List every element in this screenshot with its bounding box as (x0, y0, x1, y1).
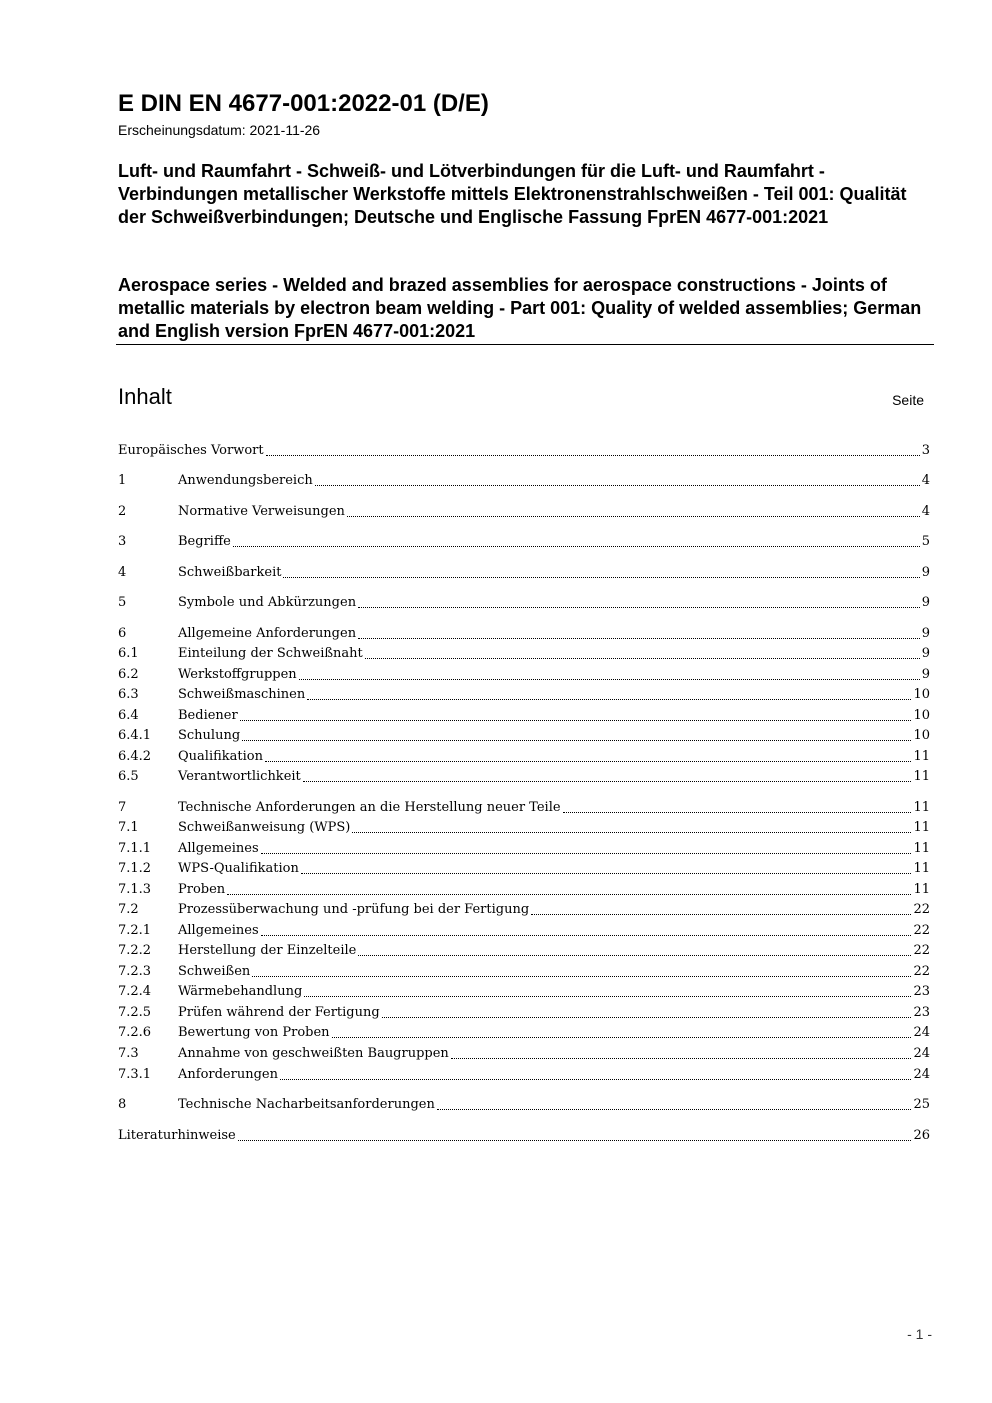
toc-entry-number: 7.3.1 (118, 1067, 152, 1082)
toc-entry-number: 6.1 (118, 646, 139, 661)
toc-entry-number: 6 (118, 626, 127, 641)
toc-entry-label: Begriffe (178, 534, 231, 549)
toc-dot-leader (363, 645, 922, 663)
toc-dot-leader (356, 594, 922, 612)
toc-entry[interactable] (118, 797, 930, 817)
toc-entry[interactable] (118, 531, 930, 551)
toc-entry[interactable] (118, 684, 930, 704)
toc-entry[interactable] (118, 643, 930, 663)
toc-entry-page: 24 (913, 1025, 930, 1040)
toc-entry-label: Prozessüberwachung und -prüfung bei der Fertigung (178, 902, 530, 917)
toc-entry-label: Technische Anforderungen an die Herstellung neuer Teile (178, 800, 561, 815)
toc-entry-label: Symbole und Abkürzungen (178, 595, 357, 610)
toc-dot-leader (231, 533, 922, 551)
toc-entry-label: Anforderungen (178, 1067, 278, 1082)
toc-entry[interactable] (118, 1125, 930, 1145)
toc-dot-leader (313, 472, 922, 490)
toc-dot-leader (561, 799, 914, 817)
toc-entry-page: 10 (913, 687, 930, 702)
publication-date: Erscheinungsdatum: 2021-11-26 (118, 122, 321, 138)
toc-entry-label: Proben (178, 882, 226, 897)
toc-entry-number: 6.4.1 (118, 728, 152, 743)
toc-dot-leader (305, 686, 913, 704)
toc-dot-leader (435, 1096, 914, 1114)
toc-entry-page: 11 (913, 841, 930, 856)
title-english: Aerospace series - Welded and brazed assemblies for aerospace constructions - Joints of metallic materials by electron beam welding - Part 001: Quality of welded assemblies; German and English version FprEN 4677-001:2021 (118, 275, 922, 341)
toc-entry-page: 9 (921, 626, 930, 641)
toc-entry-page: 11 (913, 749, 930, 764)
toc-dot-leader (225, 881, 913, 899)
title-divider (116, 344, 934, 345)
toc-entry-label: Herstellung der Einzelteile (178, 943, 357, 958)
toc-dot-leader (299, 860, 914, 878)
toc-entry-page: 23 (913, 984, 930, 999)
toc-entry-label: Allgemeine Anforderungen (178, 626, 357, 641)
toc-entry-number: 7.2.2 (118, 943, 152, 958)
toc-entry-number: 7.1.2 (118, 861, 152, 876)
toc-entry-number: 7.2.6 (118, 1025, 152, 1040)
toc-entry-page: 3 (921, 443, 930, 458)
toc-entry[interactable] (118, 1043, 930, 1063)
toc-dot-leader (301, 768, 914, 786)
toc-entry[interactable] (118, 440, 930, 460)
title-german: Luft- und Raumfahrt - Schweiß- und Lötverbindungen für die Luft- und Raumfahrt - Verbindungen metallischer Werkstoffe mittels Elektronenstrahlschweißen - Teil 001: Qualität der Schweißverbindungen; Deutsche und Englische Fassung FprEN 4677-001:2021 (118, 161, 907, 227)
toc-entry[interactable] (118, 746, 930, 766)
toc-entry-number: 2 (118, 504, 127, 519)
toc-entry-page: 4 (921, 504, 930, 519)
toc-entry-number: 7.2.3 (118, 964, 152, 979)
toc-dot-leader (250, 963, 913, 981)
toc-entry-label: Verantwortlichkeit (178, 769, 301, 784)
toc-entry-label: Bediener (178, 708, 238, 723)
toc-entry[interactable] (118, 858, 930, 878)
toc-dot-leader (345, 503, 922, 521)
toc-entry-page: 9 (921, 565, 930, 580)
toc-entry-page: 5 (921, 534, 930, 549)
toc-entry-label: Einteilung der Schweißnaht (178, 646, 363, 661)
toc-dot-leader (263, 748, 913, 766)
toc-entry[interactable] (118, 725, 930, 745)
toc-dot-leader (356, 625, 922, 643)
toc-entry[interactable] (118, 1002, 930, 1022)
toc-dot-leader (259, 840, 914, 858)
document-id: E DIN EN 4677-001:2022-01 (D/E) (118, 90, 489, 117)
toc-entry-number: 6.3 (118, 687, 139, 702)
toc-dot-leader (264, 442, 922, 460)
toc-dot-leader (259, 922, 914, 940)
toc-entry-number: 7.2 (118, 902, 139, 917)
toc-entry[interactable] (118, 817, 930, 837)
toc-entry-page: 22 (913, 902, 930, 917)
toc-dot-leader (350, 819, 913, 837)
toc-entry-label: Technische Nacharbeitsanforderungen (178, 1097, 435, 1112)
toc-entry-label: WPS-Qualifikation (178, 861, 299, 876)
toc-entry[interactable] (118, 1022, 930, 1042)
toc-entry-page: 25 (913, 1097, 930, 1112)
toc-entry-label: Allgemeines (178, 841, 259, 856)
toc-entry-number: 7.3 (118, 1046, 139, 1061)
toc-entry-page: 22 (913, 923, 930, 938)
toc-entry-page: 24 (913, 1067, 930, 1082)
toc-entry[interactable] (118, 623, 930, 643)
toc-entry-number: 8 (118, 1097, 127, 1112)
toc-entry-label: Europäisches Vorwort (118, 443, 264, 458)
toc-entry-label: Werkstoffgruppen (178, 667, 297, 682)
toc-entry[interactable] (118, 1094, 930, 1114)
toc-entry-page: 22 (913, 964, 930, 979)
toc-dot-leader (281, 564, 921, 582)
toc-entry-page: 11 (913, 820, 930, 835)
toc-entry-label: Allgemeines (178, 923, 259, 938)
toc-entry[interactable] (118, 920, 930, 940)
toc-entry-page: 23 (913, 1005, 930, 1020)
toc-entry-page: 11 (913, 882, 930, 897)
toc-entry-label: Schweißanweisung (WPS) (178, 820, 351, 835)
toc-dot-leader (449, 1045, 914, 1063)
toc-dot-leader (330, 1024, 914, 1042)
toc-entry-number: 7 (118, 800, 127, 815)
toc-entry-number: 1 (118, 473, 127, 488)
toc-entry-page: 24 (913, 1046, 930, 1061)
toc-entry-label: Bewertung von Proben (178, 1025, 330, 1040)
toc-entry-number: 7.2.1 (118, 923, 152, 938)
toc-dot-leader (238, 707, 914, 725)
toc-dot-leader (278, 1066, 913, 1084)
toc-entry-page: 10 (913, 708, 930, 723)
toc-entry-label: Literaturhinweise (118, 1128, 236, 1143)
toc-entry-number: 7.2.5 (118, 1005, 152, 1020)
toc-entry[interactable] (118, 981, 930, 1001)
toc-entry[interactable] (118, 664, 930, 684)
toc-entry-number: 7.1.3 (118, 882, 152, 897)
toc-entry-label: Qualifikation (178, 749, 263, 764)
toc-entry[interactable] (118, 879, 930, 899)
toc-entry-label: Schweißbarkeit (178, 565, 282, 580)
page-number: - 1 - (907, 1326, 932, 1342)
toc-entry-number: 7.2.4 (118, 984, 152, 999)
toc-entry-number: 4 (118, 565, 127, 580)
toc-entry-page: 26 (913, 1128, 930, 1143)
toc-entry-label: Schweißmaschinen (178, 687, 306, 702)
toc-entry-number: 6.4 (118, 708, 139, 723)
toc-entry[interactable] (118, 838, 930, 858)
toc-entry-page: 9 (921, 667, 930, 682)
toc-entry-number: 7.1.1 (118, 841, 152, 856)
toc-entry-label: Anwendungsbereich (178, 473, 313, 488)
toc-entry-label: Prüfen während der Fertigung (178, 1005, 380, 1020)
toc-entry[interactable] (118, 961, 930, 981)
toc-entry-number: 5 (118, 595, 127, 610)
toc-entry-label: Wärmebehandlung (178, 984, 303, 999)
toc-entry-page: 22 (913, 943, 930, 958)
toc-entry-label: Normative Verweisungen (178, 504, 345, 519)
toc-dot-leader (380, 1004, 914, 1022)
toc-dot-leader (236, 1127, 914, 1145)
toc-dot-leader (240, 727, 913, 745)
toc-entry[interactable] (118, 501, 930, 521)
toc-entry-page: 9 (921, 595, 930, 610)
toc-entry[interactable] (118, 592, 930, 612)
toc-entry-page: 11 (913, 861, 930, 876)
toc-entry[interactable] (118, 1064, 930, 1084)
toc-dot-leader (356, 942, 913, 960)
toc-entry[interactable] (118, 562, 930, 582)
toc-entry[interactable] (118, 940, 930, 960)
toc-entry-number: 6.5 (118, 769, 139, 784)
toc-dot-leader (529, 901, 913, 919)
toc-entry[interactable] (118, 766, 930, 786)
toc-entry[interactable] (118, 705, 930, 725)
toc-entry-number: 6.2 (118, 667, 139, 682)
toc-entry-page: 10 (913, 728, 930, 743)
toc-entry[interactable] (118, 899, 930, 919)
toc-entry-label: Schweißen (178, 964, 251, 979)
toc-entry[interactable] (118, 470, 930, 490)
toc-entry-page: 4 (921, 473, 930, 488)
toc-entry-page: 11 (913, 800, 930, 815)
toc-entry-number: 3 (118, 534, 127, 549)
toc-entry-label: Schulung (178, 728, 241, 743)
toc-entry-number: 6.4.2 (118, 749, 152, 764)
toc-page-label: Seite (892, 392, 924, 408)
toc-entry-label: Annahme von geschweißten Baugruppen (178, 1046, 449, 1061)
toc-heading: Inhalt (118, 384, 172, 409)
toc-dot-leader (297, 666, 922, 684)
toc-entry-page: 11 (913, 769, 930, 784)
toc-entry-number: 7.1 (118, 820, 139, 835)
toc-entry-page: 9 (921, 646, 930, 661)
toc-dot-leader (302, 983, 913, 1001)
